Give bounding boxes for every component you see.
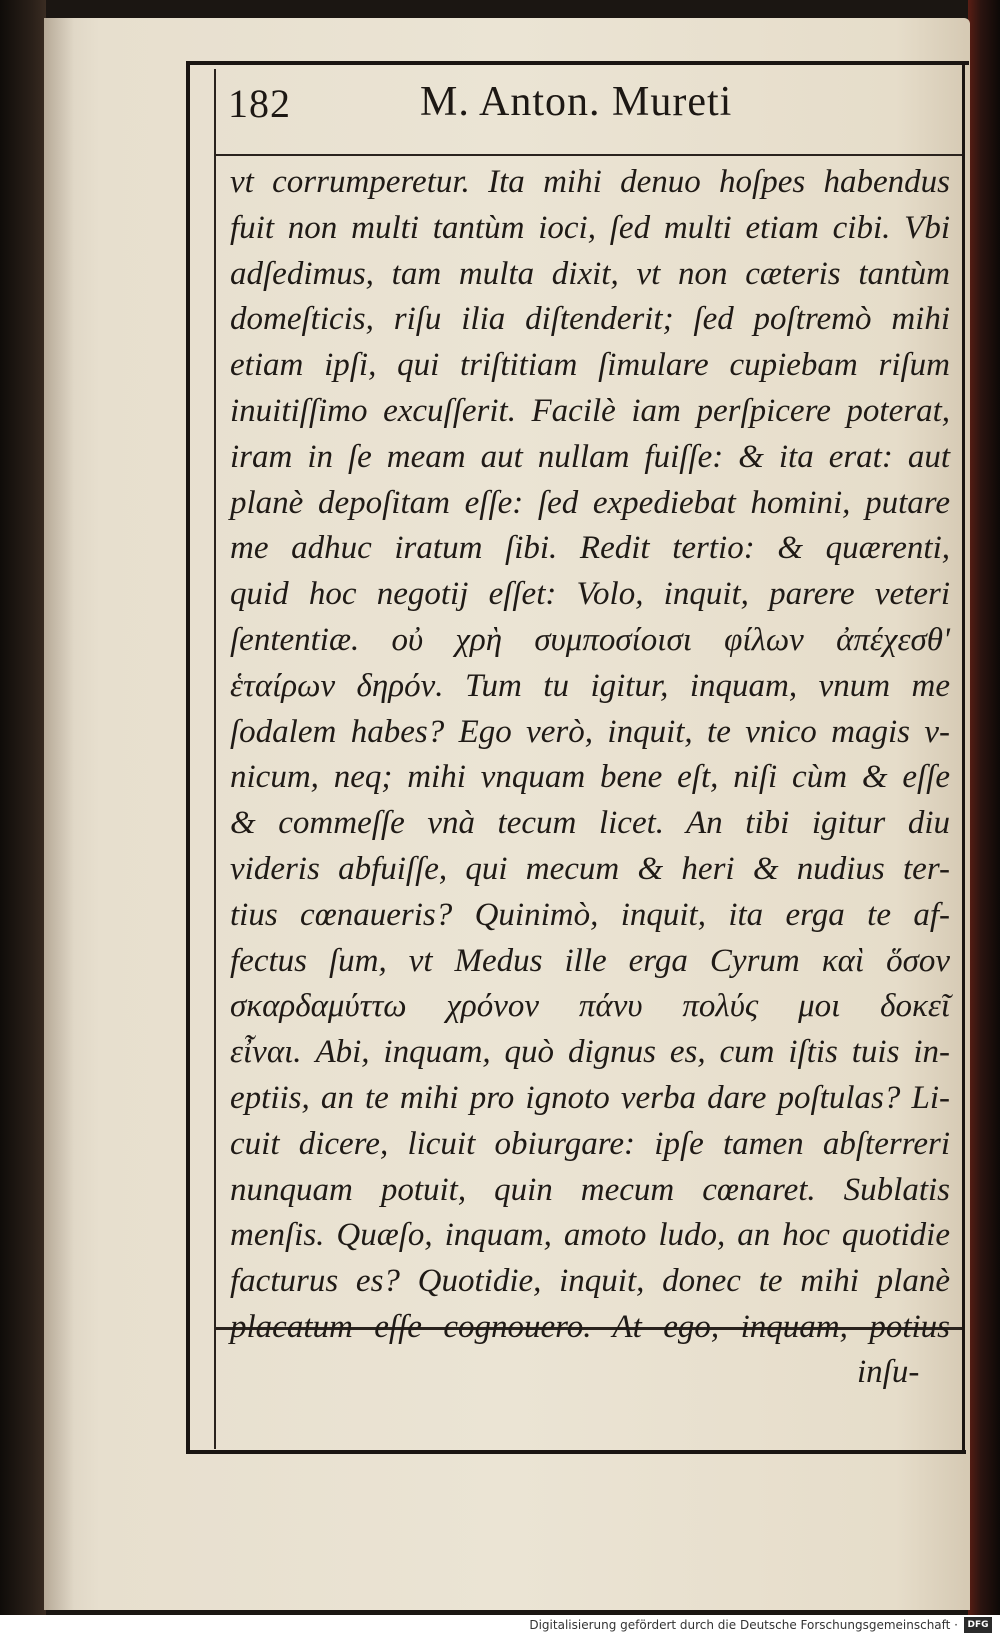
text-line: ſodalem habes? Ego verò, inquit, te vnico magis v- <box>230 713 950 750</box>
page-number: 182 <box>228 81 291 126</box>
text-line: nicum, neq; mihi vnquam bene eſt, niſi cùm & eſſe <box>230 759 950 796</box>
text-line: εἶναι. Abi, inquam, quò dignus es, cum iſtis tuis in- <box>230 1034 950 1071</box>
text-line: iram in ſe meam aut nullam fuiſſe: & ita erat: aut <box>230 438 950 475</box>
text-line: videris abfuiſſe, qui mecum & heri & nudius ter- <box>230 850 950 887</box>
text-line: nunquam potuit, quin mecum cœnaret. Sublatis <box>230 1171 950 1208</box>
gutter-shadow <box>44 18 74 1610</box>
text-line: fuit non multi tantùm ioci, ſed multi etiam cibi. Vbi <box>230 209 950 246</box>
text-line: menſis. Quæſo, inquam, amoto ludo, an hoc quotidie <box>230 1217 950 1254</box>
text-line: domeſticis, riſu ilia diſtenderit; ſed poſtremò mihi <box>230 301 950 338</box>
text-line: tius cœnaueris? Quinimò, inquit, ita erga te af- <box>230 896 950 933</box>
running-head: M. Anton. Mureti <box>420 79 733 125</box>
text-line: facturus es? Quotidie, inquit, donec te mihi planè <box>230 1263 950 1300</box>
text-line: placatum eſſe cognouero. At ego, inquam, potius <box>230 1308 950 1345</box>
text-line: quid hoc negotij eſſet: Volo, inquit, parere veteri <box>230 576 950 613</box>
footer-strip <box>0 1615 1000 1637</box>
footer-credit: Digitalisierung gefördert durch die Deutsche Forschungsgemeinschaft · <box>529 1618 958 1632</box>
frame-bottom-rule <box>186 1450 966 1454</box>
book-right-edge <box>968 0 1000 1615</box>
text-line: cuit dicere, licuit obiurgare: ipſe tamen abſterreri <box>230 1125 950 1162</box>
text-line: inuitiſſimo excuſſerit. Facilè iam perſpicere poterat, <box>230 392 950 429</box>
text-line: ἑταίρων δηρόν. Tum tu igitur, inquam, vnum me <box>230 667 950 704</box>
text-line: & commeſſe vnà tecum licet. An tibi igitur diu <box>230 805 950 842</box>
body-text <box>230 160 950 1351</box>
text-line: vt corrumperetur. Ita mihi denuo hoſpes habendus <box>230 164 950 200</box>
frame-right-rule <box>962 61 965 1454</box>
text-line: fectus ſum, vt Medus ille erga Cyrum καὶ ὅσον <box>230 942 950 979</box>
text-line: σκαρδαμύττω χρόνον πάνυ πολύς μοι δοκεῖ <box>230 988 950 1025</box>
text-line: adſedimus, tam multa dixit, vt non cæteris tantùm <box>230 255 950 292</box>
frame-left-inner-rule <box>214 69 216 1449</box>
dfg-logo: DFG <box>964 1617 992 1633</box>
header-rule <box>214 154 962 156</box>
text-line: etiam ipſi, qui triſtitiam ſimulare cupiebam riſum <box>230 347 950 384</box>
frame-top-rule <box>186 61 969 65</box>
text-line: planè depoſitam eſſe: ſed expediebat homini, putare <box>230 484 950 521</box>
text-line: eptiis, an te mihi pro ignoto verba dare poſtulas? Li- <box>230 1079 950 1116</box>
frame-left-rule <box>186 61 190 1454</box>
book-left-edge <box>0 0 46 1615</box>
text-line: me adhuc iratum ſibi. Redit tertio: & quærenti, <box>230 530 950 567</box>
text-line: ſententiæ. οὐ χρὴ συμποσίοισι φίλων ἀπέχεσθ' <box>230 621 950 658</box>
catchword: inſu- <box>857 1354 920 1390</box>
